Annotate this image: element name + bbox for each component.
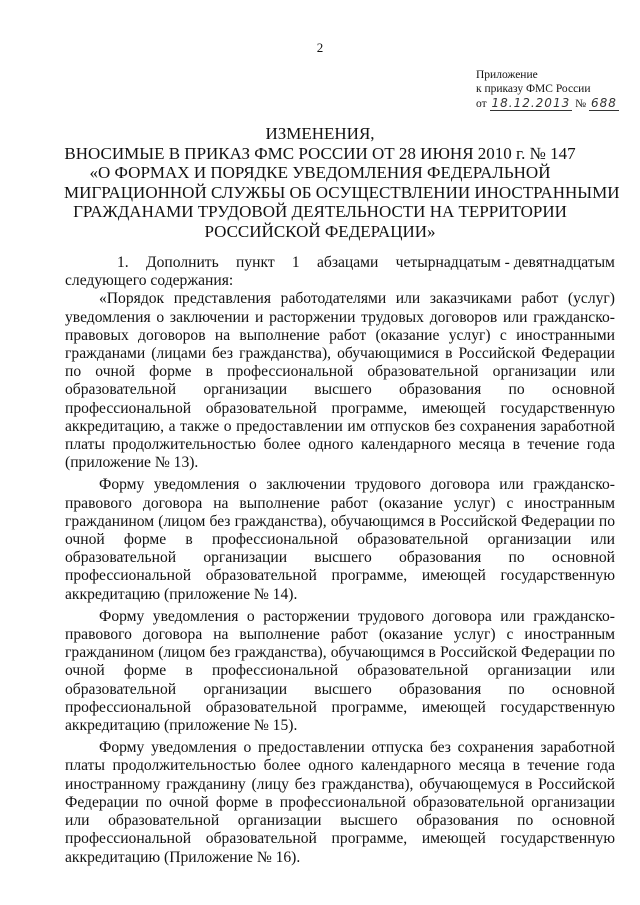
item-1-number: 1. bbox=[117, 254, 129, 271]
appendix-label: Приложение bbox=[476, 69, 538, 81]
document-title bbox=[64, 124, 620, 241]
title-line: ВНОСИМЫЕ В ПРИКАЗ ФМС РОССИИ ОТ 28 ИЮНЯ 2010 г. № 147 bbox=[64, 143, 576, 163]
title-line: «О ФОРМАХ И ПОРЯДКЕ УВЕДОМЛЕНИЯ ФЕДЕРАЛЬНОЙ bbox=[89, 163, 551, 182]
appendix-number-handwritten: 688 bbox=[590, 96, 617, 110]
item-1-word: пункт bbox=[235, 254, 275, 271]
page-number: 2 bbox=[316, 40, 324, 55]
title-line: РОССИЙСКОЙ ФЕДЕРАЦИИ» bbox=[204, 221, 436, 241]
appendix-date-line bbox=[476, 96, 636, 111]
item-1-word: абзацами bbox=[316, 254, 379, 271]
paragraph-procedure: «Порядок представления работодателями или заказчиками работ (услуг) уведомления о заключении и расторжении трудовых договоров или гражданско-правовых договоров на выполнение работ (оказание услуг) с иностранными гражданами (лицами без гражданства), обучающимися в Российской Федерации по очной форме в профессиональной образовательной организации или образовательной организации высшего образования по основной профессиональной образовательной программе, имеющей государственную аккредитацию, а также о предоставлении им отпусков без сохранения заработной платы продолжительностью более одного календарного месяца в течение года (приложение № 13). bbox=[65, 290, 615, 472]
item-1-heading bbox=[65, 254, 615, 272]
title-line: МИГРАЦИОННОЙ СЛУЖБЫ ОБ ОСУЩЕСТВЛЕНИИ ИНОСТРАННЫМИ bbox=[64, 182, 620, 202]
paragraph-form-leave: Форму уведомления о предоставлении отпуска без сохранения заработной платы продолжительностью более одного календарного месяца в течение года иностранному гражданину (лицу без гражданства), обучающемуся в Российской Федерации по очной форме в профессиональной образовательной организации или образовательной организации высшего образования по основной профессиональной образовательной программе, имеющей государственную аккредитацию (Приложение № 16). bbox=[65, 739, 615, 866]
item-1-word: Дополнить bbox=[145, 254, 219, 271]
paragraph-form-termination: Форму уведомления о расторжении трудового договора или гражданско-правового договора на выполнение работ (оказание услуг) с иностранным гражданином (лицом без гражданства), обучающимся в Российской Федерации по очной форме в профессиональной образовательной организации или образовательной организации высшего образования по основной профессиональной образовательной программе, имеющей государственную аккредитацию (приложение № 15). bbox=[65, 607, 615, 735]
appendix-date-prefix: от bbox=[476, 98, 487, 110]
appendix-order-ref: к приказу ФМС России bbox=[476, 83, 591, 95]
item-1-continuation: следующего содержания: bbox=[65, 272, 234, 290]
document-body bbox=[65, 254, 615, 867]
appendix-block bbox=[476, 68, 636, 111]
paragraph-form-conclusion: Форму уведомления о заключении трудового договора или гражданско-правового договора на выполнение работ (оказание услуг) с иностранным гражданином (лицом без гражданства), обучающимся в Российской Федерации по очной форме в профессиональной образовательной организации или образовательной организации высшего образования по основной профессиональной образовательной программе, имеющей государственную аккредитацию (приложение № 14). bbox=[65, 476, 615, 603]
item-1-word: 1 bbox=[291, 254, 300, 271]
appendix-date-handwritten: 18.12.2013 bbox=[491, 96, 571, 110]
appendix-number-prefix: № bbox=[575, 98, 587, 110]
item-1-word: четырнадцатым - девятнадцатым bbox=[395, 254, 615, 271]
title-line: ГРАЖДАНАМИ ТРУДОВОЙ ДЕЯТЕЛЬНОСТИ НА ТЕРРИТОРИИ bbox=[73, 202, 567, 221]
title-line: ИЗМЕНЕНИЯ, bbox=[265, 124, 375, 143]
